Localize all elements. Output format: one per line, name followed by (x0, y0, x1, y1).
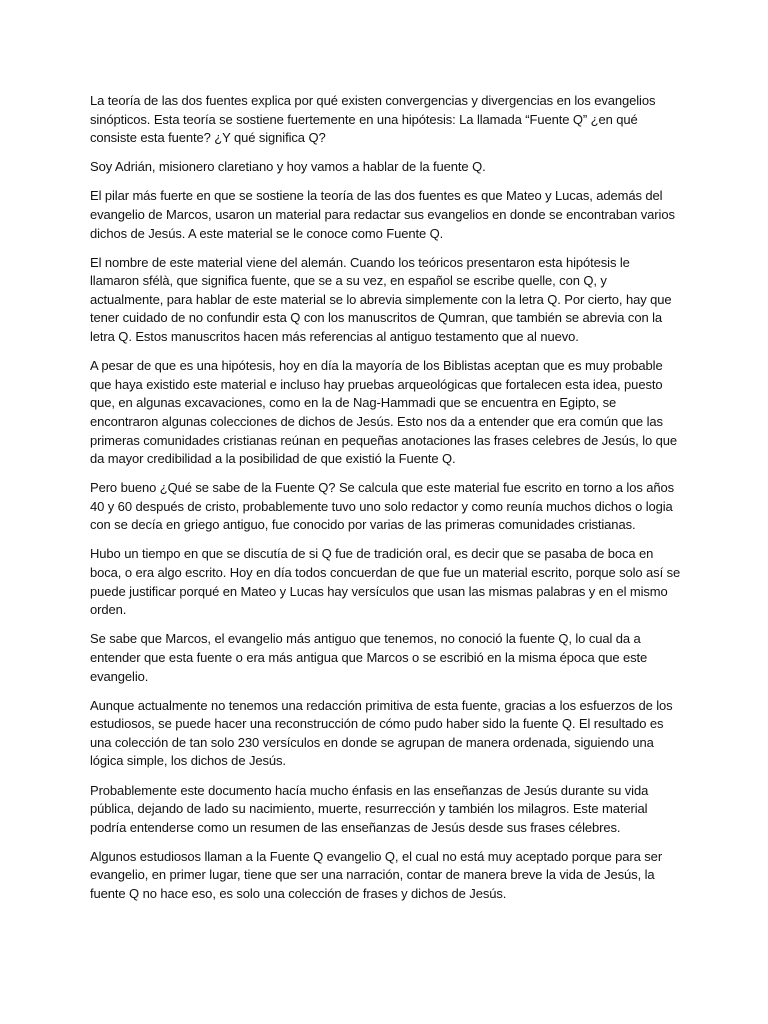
paragraph-name-origin: El nombre de este material viene del alemán. Cuando los teóricos presentaron esta hipótesis le llamaron sfélà, que significa fuente, que se a su vez, en español se escribe quelle, con Q, y actualmente, para hablar de este material se lo abrevia simplemente con la letra Q. Por cierto, hay que tener cuidado de no confundir esta Q con los manuscritos de Qumran, que también se abrevia con la letra Q. Estos manuscritos hacen más referencias al antiguo testamento que al nuevo. (90, 254, 672, 345)
paragraph-evangelio-q: Algunos estudiosos llaman a la Fuente Q evangelio Q, el cual no está muy aceptado porque para ser evangelio, en primer lugar, tiene que ser una narración, contar de manera breve la vida de Jesús, la fuente Q no hace eso, es solo una colección de frases y dichos de Jesús. (90, 848, 663, 901)
paragraph-pillar: El pilar más fuerte en que se sostiene la teoría de las dos fuentes es que Mateo y Lucas, además del evangelio de Marcos, usaron un material para redactar sus evangelios en donde se encontraban varios dichos de Jesús. A este material se le conoce como Fuente Q. (90, 188, 675, 241)
paragraph-marcos: Se sabe que Marcos, el evangelio más antiguo que tenemos, no conoció la fuente Q, lo cual da a entender que esta fuente o era más antigua que Marcos o se escribió en la misma época que este evangelio. (90, 631, 648, 684)
paragraph-dating: Pero bueno ¿Qué se sabe de la Fuente Q? Se calcula que este material fue escrito en torno a los años 40 y 60 después de cristo, probablemente tuvo uno solo redactor y como reunía muchos dichos o logia con se decía en griego antiguo, fue conocido por varias de las primeras comunidades cristianas. (90, 480, 675, 533)
paragraph-evidence: A pesar de que es una hipótesis, hoy en día la mayoría de los Biblistas aceptan que es muy probable que haya existido este material e incluso hay pruebas arqueológicas que fortalecen esta idea, puesto que, en algunas excavaciones, como en la de Nag-Hammadi que se encuentra en Egipto, se encontraron algunas colecciones de dichos de Jesús. Esto nos da a entender que era común que las primeras comunidades cristianas reúnan en pequeñas anotaciones las frases celebres de Jesús, lo que da mayor credibilidad a la posibilidad de que existió la Fuente Q. (90, 358, 678, 467)
paragraph-oral-or-written: Hubo un tiempo en que se discutía de si Q fue de tradición oral, es decir que se pasaba de boca en boca, o era algo escrito. Hoy en día todos concuerdan de que fue un material escrito, porque solo así se puede justificar porqué en Mateo y Lucas hay versículos que usan las mismas palabras y en el mismo orden. (90, 546, 681, 618)
document-body (90, 92, 682, 914)
paragraph-intro: La teoría de las dos fuentes explica por qué existen convergencias y divergencias en los evangelios sinópticos. Esta teoría se sostiene fuertemente en una hipótesis: La llamada “Fuente Q” ¿en qué consiste esta fuente? ¿Y qué significa Q? (90, 93, 656, 146)
paragraph-reconstruction: Aunque actualmente no tenemos una redacción primitiva de esta fuente, gracias a los esfuerzos de los estudiosos, se puede hacer una reconstrucción de cómo pudo haber sido la fuente Q. El resultado es una colección de tan solo 230 versículos en donde se agrupan de manera ordenada, siguiendo una lógica simple, los dichos de Jesús. (90, 697, 673, 769)
paragraph-emphasis: Probablemente este documento hacía mucho énfasis en las enseñanzas de Jesús durante su vida pública, dejando de lado su nacimiento, muerte, resurrección y también los milagros. Este material podría entenderse como un resumen de las enseñanzas de Jesús desde sus frases célebres. (90, 782, 649, 835)
paragraph-author: Soy Adrián, misionero claretiano y hoy vamos a hablar de la fuente Q. (90, 159, 486, 175)
